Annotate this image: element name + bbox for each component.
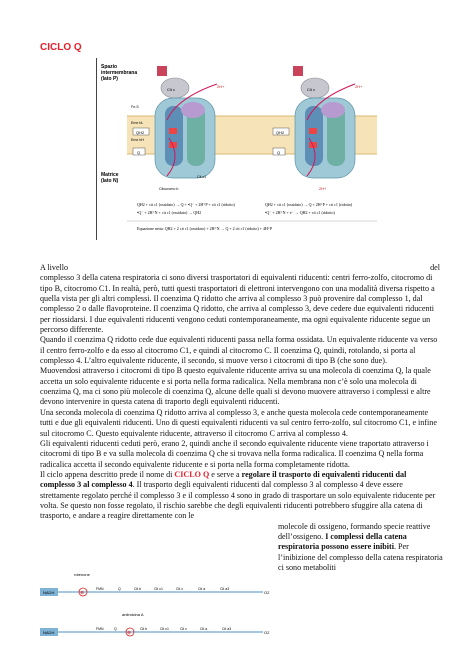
svg-text:Q: Q xyxy=(114,627,117,631)
page-title: CICLO Q xyxy=(40,42,82,53)
svg-text:Cit b: Cit b xyxy=(140,627,148,631)
svg-text:FMN: FMN xyxy=(96,627,104,631)
svg-text:FMN: FMN xyxy=(96,587,104,591)
svg-text:Citocromo b: Citocromo b xyxy=(159,187,179,191)
svg-text:Q: Q xyxy=(118,587,121,591)
svg-text:rotenone: rotenone xyxy=(74,572,90,577)
svg-text:Cit c1: Cit c1 xyxy=(197,175,207,179)
body-text xyxy=(40,263,443,573)
svg-text:Cit a: Cit a xyxy=(200,627,208,631)
svg-text:Eme bL: Eme bL xyxy=(131,121,144,125)
label-intermembrane: Spazio intermembrana (lato P) xyxy=(101,64,138,82)
svg-text:Cit b: Cit b xyxy=(134,587,142,591)
svg-text:Cit c1: Cit c1 xyxy=(160,627,169,631)
svg-text:O2: O2 xyxy=(264,630,270,635)
svg-text:QH2: QH2 xyxy=(136,130,145,135)
paragraph-5: Gli equivalenti riducenti ceduti però, erano 2, quindi anche il secondo equivalente riducente viene traportato attraverso i citocromi di tipo B e va sulla molecola di coenzima Q che si trovava nella forma radicalica. Il coenzima Q nella forma radicalica accetta il secondo equivalente riducente e si porta nella forma completamente ridotta. xyxy=(40,438,429,469)
svg-text:NADH: NADH xyxy=(43,630,55,635)
svg-text:•Q⁻ + 2H⁺N + e⁻ → QH2 + cit c1: •Q⁻ + 2H⁺N + e⁻ → QH2 + cit c1 (ridotto) xyxy=(265,210,335,215)
label-matrix: Matrice (lato N) xyxy=(101,172,119,184)
complex-left xyxy=(131,66,225,191)
paragraph-6: Il ciclo appena descritto prede il nome di CICLO Q e serve a regolare il trasporto di equivalenti riducenti dal complesso 3 al complesso 4. Il trasporto degli equivalenti riducenti dal complesso 3 al complesso 4 deve essere strettamente regolato perché il complesso 3 e il complesso 4 sono in grado di trasportare un solo equivalente riducente per volta. Se questo non fosse regolato, il rischio sarebbe che degli equivalenti riducenti potrebbero sfuggire alla catena di trasporto, e andare a reagire direttamente con le xyxy=(40,469,436,521)
q-cycle-figure xyxy=(96,58,382,240)
svg-text:Equazione netta: QH2 + 2 cit c: Equazione netta: QH2 + 2 cit c1 (ossidato) + 2H⁺N → Q + 2 cit c1 (ridotto) + 4H⁺P xyxy=(137,226,273,231)
ciclo-q-highlight: CICLO Q xyxy=(174,469,210,479)
paragraph-3: Muovendosi attraverso i citocromi di tipo B questo equivalente riducente arriva su una molecola di coenzima Q, la quale accetta un solo equivalente riducente e si porta nella forma radicalica. Nella membrana non c’è solo una molecola di coenzima Q, ma ci sono più molecole di coenzima Q, alcune delle quali si devono muovere attraverso i complessi e altre devono intervenire in questa catena di traporto degli equivalenti riducenti. xyxy=(40,366,431,407)
svg-text:2H+: 2H+ xyxy=(319,186,327,191)
svg-text:antimicina A: antimicina A xyxy=(122,612,144,617)
svg-text:Cit c: Cit c xyxy=(167,87,175,92)
svg-text:O2: O2 xyxy=(264,590,270,595)
svg-text:QH2 + cit c1 (ossidato) → Q +: QH2 + cit c1 (ossidato) → Q + •Q⁻ + 2H⁺P + cit c1 (ridotto) xyxy=(137,202,235,207)
svg-text:Cit c: Cit c xyxy=(180,627,187,631)
svg-text:QH2 + cit c1 (ossidato) → Q +: QH2 + cit c1 (ossidato) → Q + 2H⁺P + cit c1 (ridotto) xyxy=(265,202,353,207)
svg-text:NADH: NADH xyxy=(43,590,55,595)
wrapped-text-column: molecole di ossigeno, formando specie reattive dell’ossigeno. I complessi della catena respiratoria possono essere inibiti. Per l’inibizione del complesso della catena respiratoria ci sono metaboliti xyxy=(278,521,443,572)
svg-text:Cit c: Cit c xyxy=(307,87,315,92)
svg-text:Eme bH: Eme bH xyxy=(131,138,144,142)
svg-text:QH2: QH2 xyxy=(276,130,285,135)
svg-text:2H+: 2H+ xyxy=(217,84,225,89)
svg-text:Q: Q xyxy=(137,150,141,155)
svg-text:Cit a3: Cit a3 xyxy=(222,627,232,631)
paragraph-1: complesso 3 della catena respiratoria ci sono diversi trasportatori di equivalenti riducenti: centri ferro-zolfo, citocromo di tipo B, citocromo C1. In realtà, però, tutti questi trasportatori di elettroni intervengono con una modalità diversa rispetto a quella vista per gli altri complessi. Il coenzima Q ridotto che arriva al complesso 3 può provenire dal complesso 1, dal complesso 2 o dalle flavoproteine. Il coenzima Q ridotto, che arriva al complesso 3, deve cedere due equivalenti riducenti per riossidarsi. I due equivalenti riducenti vengono ceduti contemporaneamente, ma ogni equivalente riducente segue un percorso differente. xyxy=(40,273,435,335)
svg-text:Cit a3: Cit a3 xyxy=(220,587,230,591)
svg-text:Q: Q xyxy=(277,150,281,155)
paragraph-4: Una seconda molecola di coenzima Q ridotto arriva al complesso 3, e anche questa molecola cede contemporaneamente tutti e due gli equivalenti riducenti. Uno di questi equivalenti riducenti va sul centro ferro-zolfo, sul citocromo C1, e infine sul citocromo C. Questo equivalente riducente, attraverso il citocromo C arriva al complesso 4. xyxy=(40,407,437,438)
svg-text:Cit c: Cit c xyxy=(176,587,183,591)
svg-text:⊗: ⊗ xyxy=(127,630,132,636)
transport-chain-antimycin xyxy=(38,608,273,648)
paragraph-2: Quando il coenzima Q ridotto cede due equivalenti riducenti passa nella forma ossidata. Un equivalente riducente va verso il centro ferro-zolfo e da esso al citocromo C1, e quindi al citocromo C. Il coenzima Q, quindi, rotolando, si porta al complesso 4. L’altro equivalente riducente, il secondo, si muove verso i citocromi di tipo B (che sono due). xyxy=(40,335,438,366)
paragraph-1-first-line: A livello del xyxy=(40,263,440,272)
svg-text:⊗: ⊗ xyxy=(80,590,85,596)
svg-text:Fe-S: Fe-S xyxy=(131,105,139,109)
svg-text:Cit c1: Cit c1 xyxy=(154,587,163,591)
transport-chain-rotenone xyxy=(38,568,273,608)
svg-text:•Q⁻ + 2H⁺N + cit c1 (ossidato): •Q⁻ + 2H⁺N + cit c1 (ossidato) → QH2 xyxy=(137,210,202,215)
svg-text:2H+: 2H+ xyxy=(355,84,363,89)
complex-right xyxy=(273,66,363,191)
svg-text:Cit a: Cit a xyxy=(198,587,206,591)
equations xyxy=(127,202,377,231)
